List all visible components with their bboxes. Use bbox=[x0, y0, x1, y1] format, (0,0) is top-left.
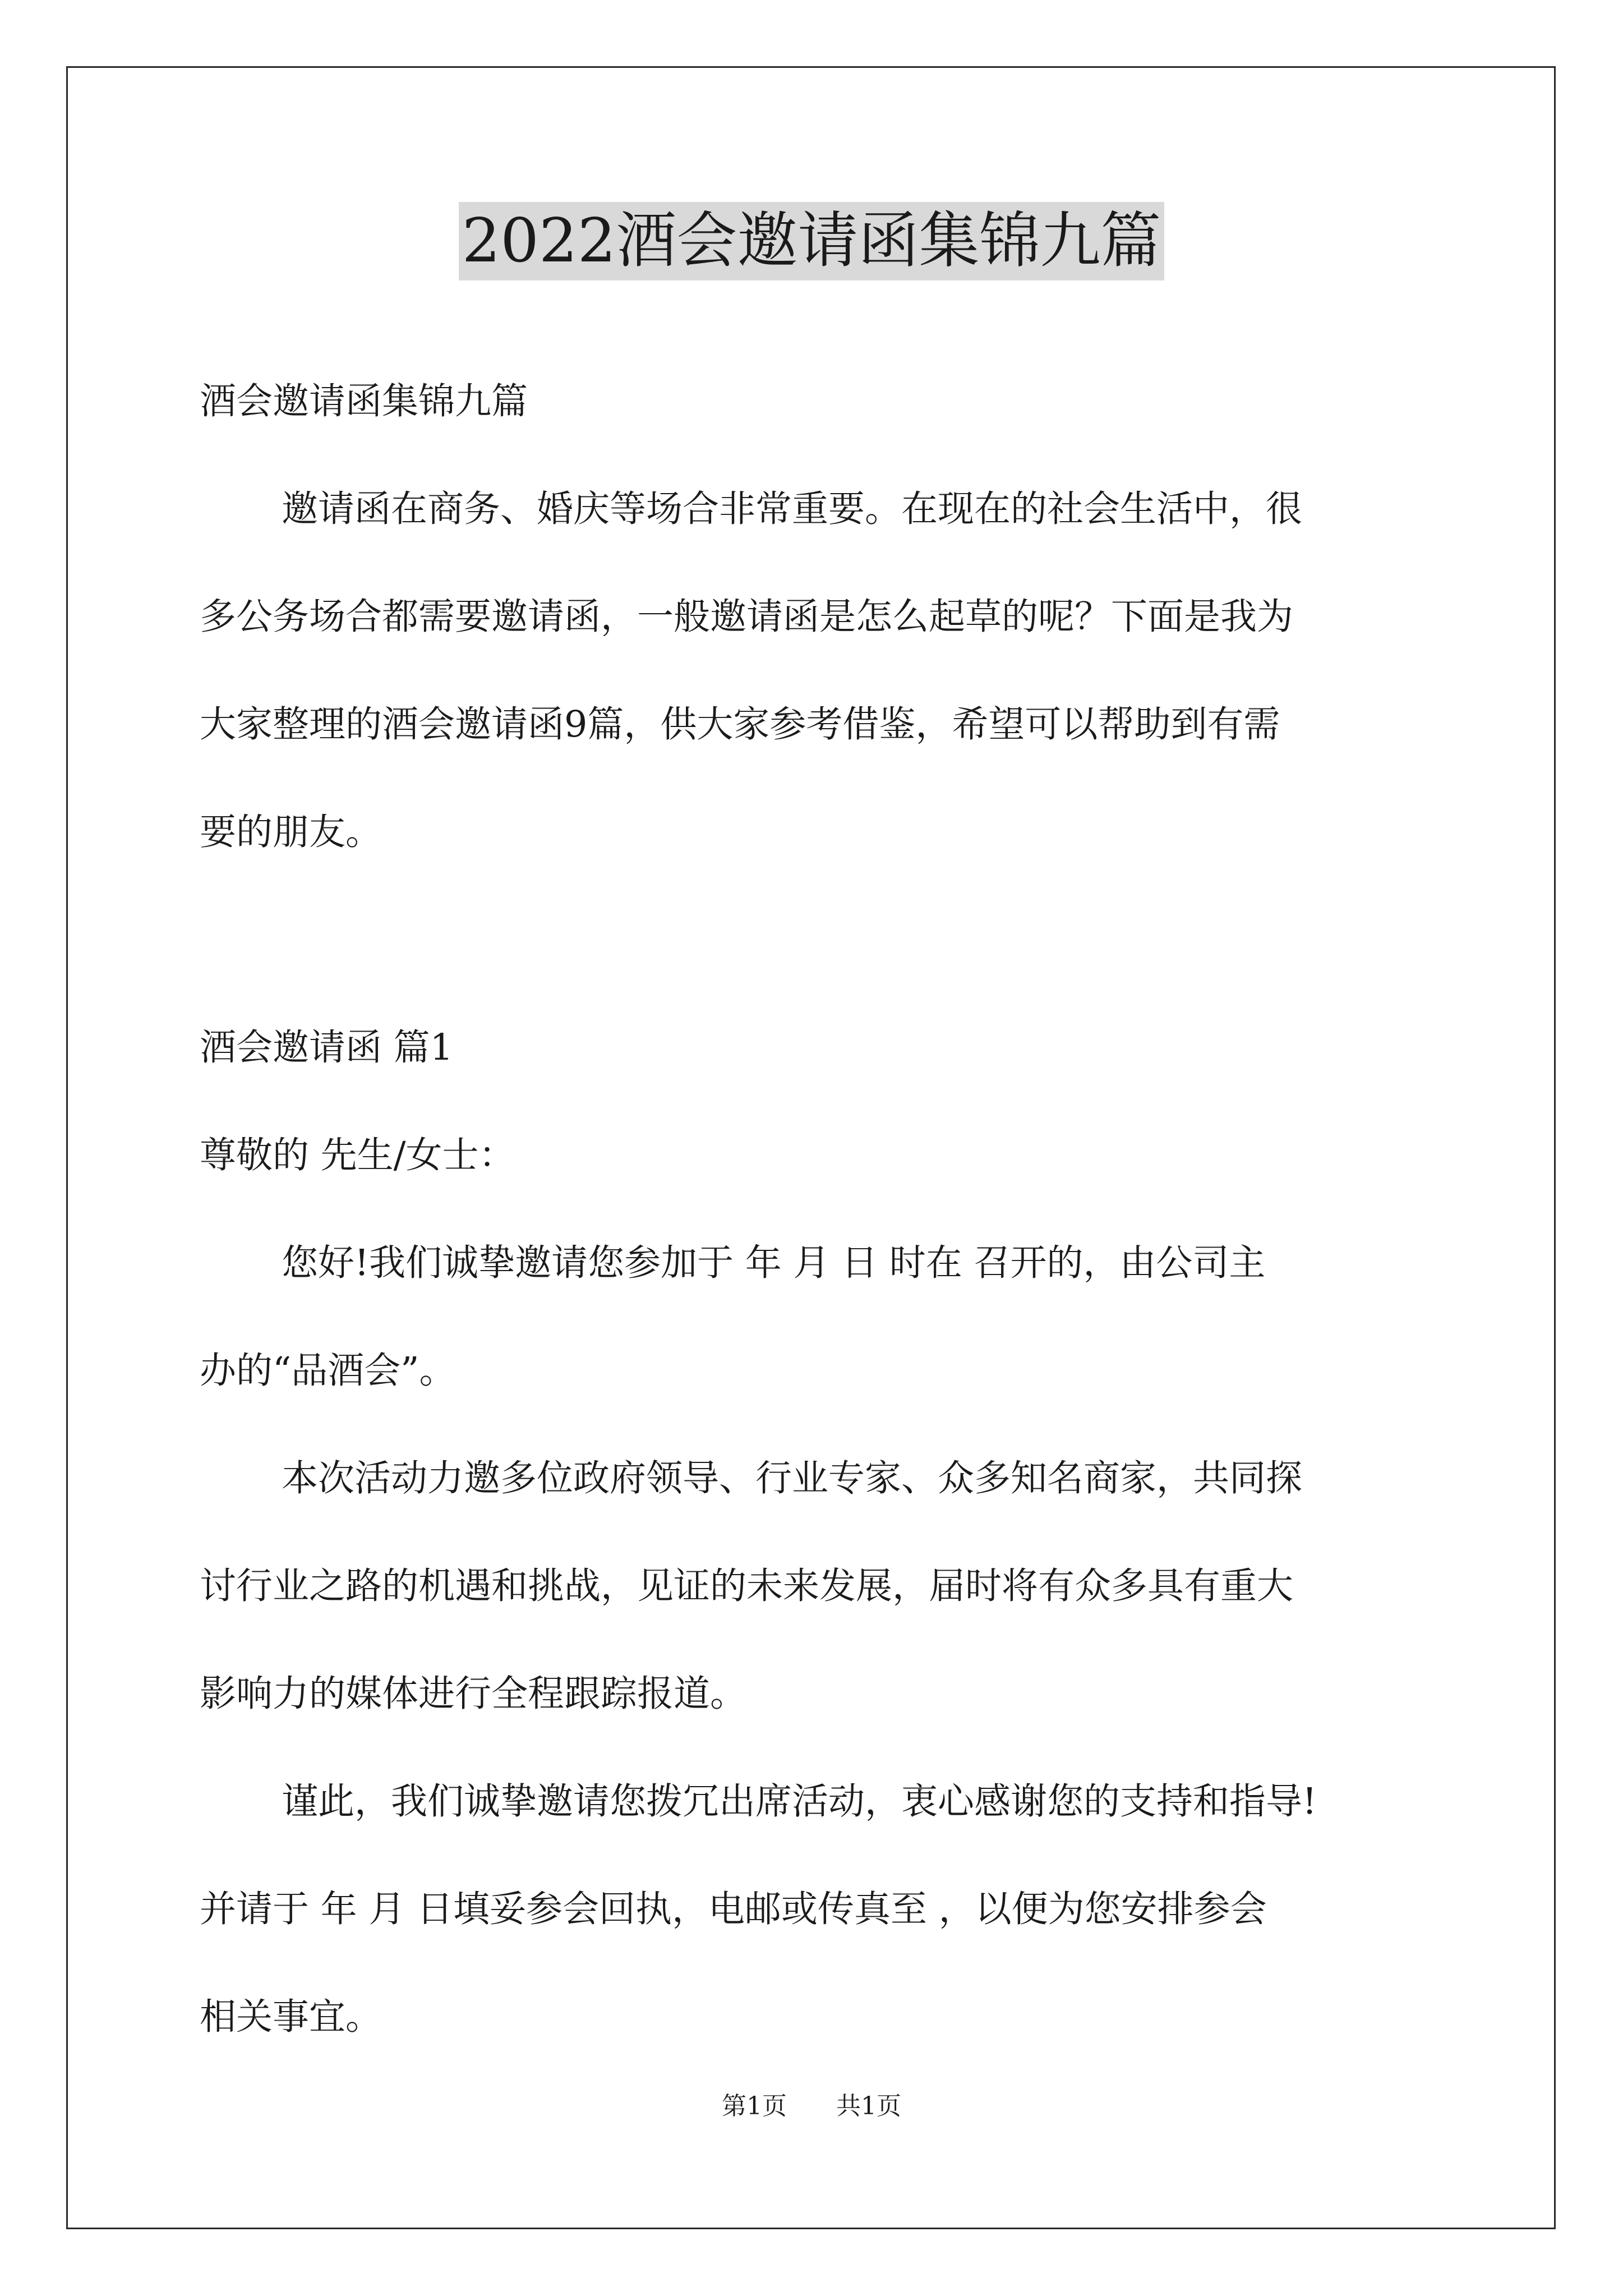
page-number: 第1页 bbox=[722, 2092, 787, 2120]
paragraph-line: 讨行业之路的机遇和挑战，见证的未来发展，届时将有众多具有重大 bbox=[200, 1565, 1294, 1607]
intro-line: 要的朋友。 bbox=[200, 811, 382, 853]
spacer bbox=[200, 886, 1433, 994]
salutation: 尊敬的 先生/女士： bbox=[200, 1134, 515, 1176]
intro-line: 多公务场合都需要邀请函，一般邀请函是怎么起草的呢？下面是我为 bbox=[200, 596, 1294, 638]
paragraph-line: 谨此，我们诚挚邀请您拨冗出席活动，衷心感谢您的支持和指导! bbox=[282, 1780, 1317, 1823]
paragraph-line: 相关事宜。 bbox=[200, 1996, 382, 2038]
title-container bbox=[0, 202, 1623, 280]
section-heading: 酒会邀请函 篇1 bbox=[200, 1027, 454, 1069]
intro-line: 邀请函在商务、婚庆等场合非常重要。在现在的社会生活中，很 bbox=[282, 488, 1303, 530]
paragraph-line: 您好!我们诚挚邀请您参加于 年 月 日 时在 召开的，由公司主 bbox=[282, 1242, 1266, 1284]
intro-line: 大家整理的酒会邀请函9篇，供大家参考借鉴，希望可以帮助到有需 bbox=[200, 703, 1280, 746]
subtitle: 酒会邀请函集锦九篇 bbox=[200, 380, 528, 422]
page-footer bbox=[0, 2090, 1623, 2123]
paragraph-line: 本次活动力邀多位政府领导、行业专家、众多知名商家，共同探 bbox=[282, 1457, 1303, 1499]
document-title: 2022酒会邀请函集锦九篇 bbox=[459, 202, 1165, 280]
document-body bbox=[200, 348, 1433, 2071]
paragraph-line: 影响力的媒体进行全程跟踪报道。 bbox=[200, 1673, 747, 1715]
paragraph-line: 办的“品酒会”。 bbox=[200, 1350, 456, 1392]
paragraph-line: 并请于 年 月 日填妥参会回执，电邮或传真至 ，以便为您安排参会 bbox=[200, 1888, 1267, 1930]
page-total: 共1页 bbox=[836, 2092, 901, 2120]
